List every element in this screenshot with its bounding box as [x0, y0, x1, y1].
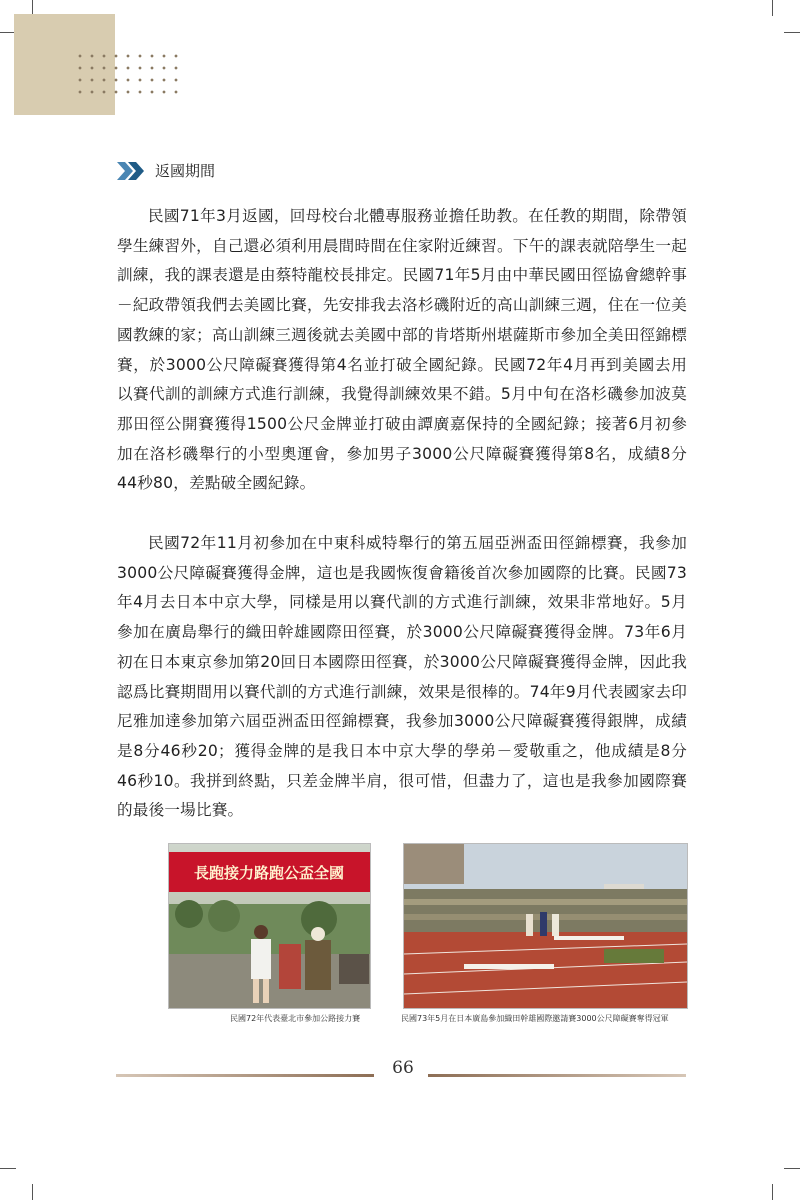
steeplechase-illustration — [404, 844, 687, 1008]
photo-caption: 民國72年代表臺北市參加公路接力賽 — [230, 1014, 361, 1023]
double-chevron-icon — [117, 162, 147, 180]
section-title: 返國期間 — [155, 162, 216, 180]
body-paragraph: 民國72年11月初參加在中東科威特舉行的第五屆亞洲盃田徑錦標賽，我參加3000公尺障礙賽獲得金牌，這也是我國恢復會籍後首次參加國際的比賽。民國73年4月去日本中京大學，同樣是用以賽代訓的方式進行訓練，效果非常地好。5月參加在廣島舉行的織田幹雄國際田徑賽，於3000公尺障礙賽獲得金牌。73年6月初在日本東京參加第20回日本國際田徑賽，於3000公尺障礙賽獲得金牌，因此我認爲比賽期間用以賽代訓的方式進行訓練，效果是很棒的。74年9月代表國家去印尼雅加達參加第六屆亞洲盃田徑錦標賽，我參加3000公尺障礙賽獲得銀牌，成績是8分46秒20；獲得金牌的是我日本中京大學的學弟－愛敬重之，他成績是8分46秒10。我拼到終點，只差金牌半肩，很可惜，但盡力了，這也是我參加國際賽的最後一場比賽。 — [117, 534, 687, 820]
crop-mark — [784, 1168, 800, 1169]
footer-rule-right — [428, 1074, 686, 1077]
photo-road-relay — [168, 843, 371, 1009]
section-heading — [117, 160, 215, 181]
banner-text: 長跑接力路跑公盃全國 — [193, 864, 345, 882]
road-relay-illustration — [169, 844, 370, 1008]
crop-mark — [32, 1184, 33, 1200]
dot-pattern — [74, 50, 184, 100]
crop-mark — [784, 32, 800, 33]
photo-caption: 民國73年5月在日本廣島參加織田幹雄國際邀請賽3000公尺障礙賽奪得冠軍 — [401, 1014, 669, 1023]
page-number: 66 — [392, 1058, 414, 1078]
crop-mark — [772, 0, 773, 16]
footer-rule-left — [116, 1074, 374, 1077]
photo-steeplechase — [403, 843, 688, 1009]
crop-mark — [772, 1184, 773, 1200]
crop-mark — [0, 1168, 16, 1169]
body-paragraph: 民國71年3月返國，回母校台北體專服務並擔任助教。在任教的期間，除帶領學生練習外，自己還必須利用晨間時間在住家附近練習。下午的課表就陪學生一起訓練，我的課表還是由蔡特龍校長排定。民國71年5月由中華民國田徑協會總幹事－紀政帶領我們去美國比賽，先安排我去洛杉磯附近的高山訓練三週，住在一位美國教練的家；高山訓練三週後就去美國中部的肯塔斯州堪薩斯市參加全美田徑錦標賽，於3000公尺障礙賽獲得第4名並打破全國紀錄。民國72年4月再到美國去用以賽代訓的訓練方式進行訓練，我覺得訓練效果不錯。5月中旬在洛杉磯參加波莫那田徑公開賽獲得1500公尺金牌並打破由譚廣嘉保持的全國紀錄；接著6月初參加在洛杉磯舉行的小型奧運會，參加男子3000公尺障礙賽獲得第8名，成績8分44秒80，差點破全國紀錄。 — [117, 207, 687, 493]
